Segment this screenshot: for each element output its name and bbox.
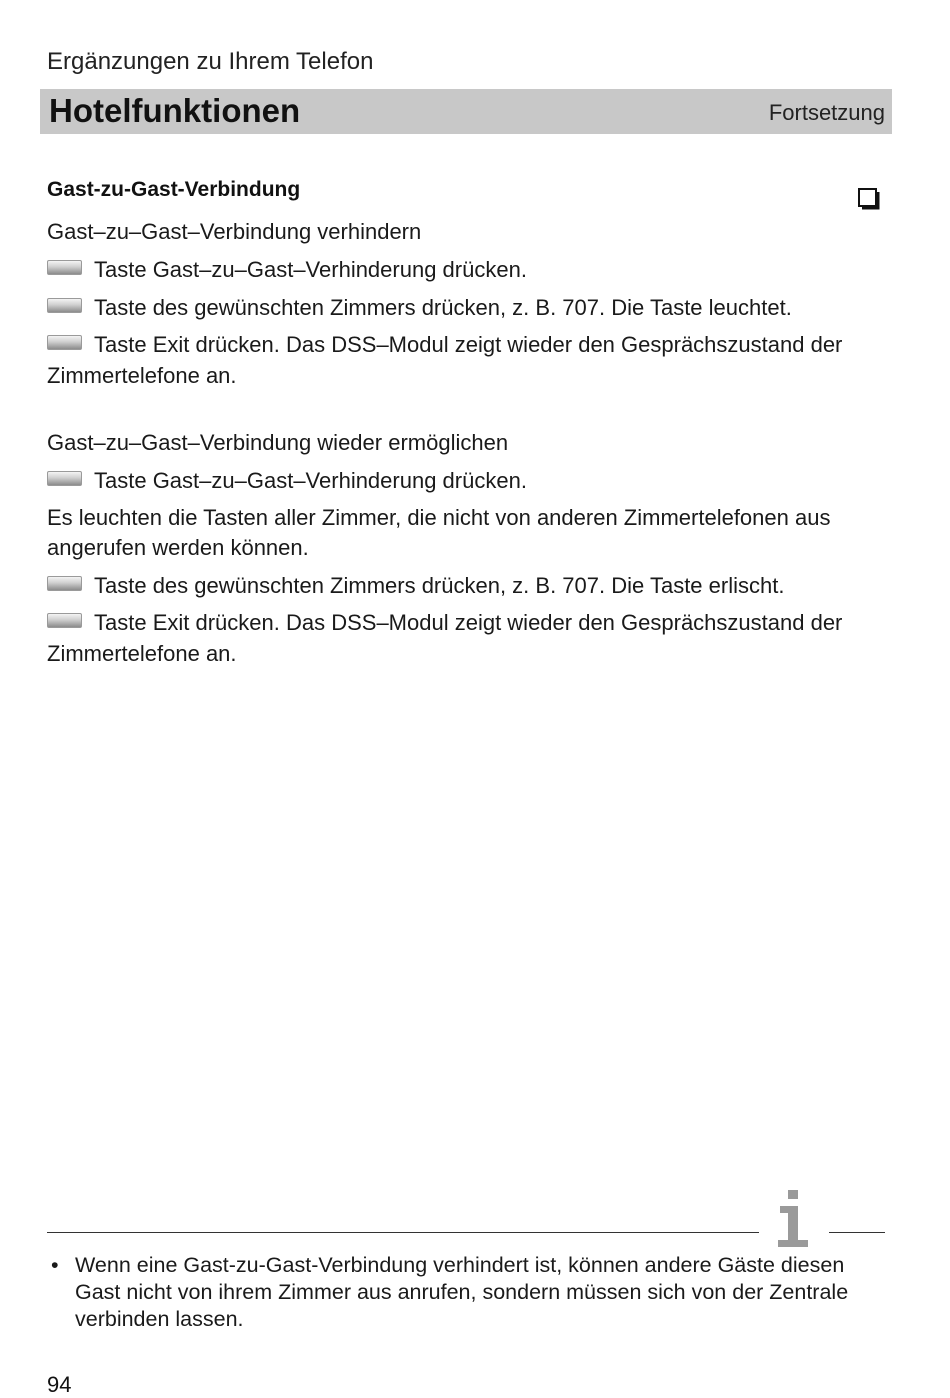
allow-step-3-cont: Zimmertelefone an. (47, 641, 237, 666)
key-icon (47, 471, 82, 486)
prevent-step-1 (47, 254, 887, 285)
allow-heading: Gast–zu–Gast–Verbindung wieder ermöglichen (47, 430, 509, 455)
prevent-step-2 (47, 292, 887, 323)
step-text: Taste Exit drücken. Das DSS–Modul zeigt wieder den Gesprächszustand der (94, 610, 843, 635)
key-icon (47, 298, 82, 313)
page-title: Hotelfunktionen (49, 92, 301, 129)
info-note-text: Wenn eine Gast-zu-Gast-Verbindung verhindert ist, können andere Gäste diesen Gast nicht von ihrem Zimmer aus anrufen, sondern müssen sich von der Zentrale verbinden lassen. (75, 1253, 849, 1331)
key-icon (47, 260, 82, 275)
prevent-step-3 (47, 329, 887, 360)
allow-info-line-1: Es leuchten die Tasten aller Zimmer, die nicht von anderen Zimmertelefonen aus (47, 505, 831, 530)
allow-step-3 (47, 607, 887, 638)
key-icon (47, 576, 82, 591)
continued-label: Fortsetzung (768, 100, 885, 125)
key-icon (47, 335, 82, 350)
step-text: Taste Gast–zu–Gast–Verhinderung drücken. (94, 257, 527, 282)
bullet: • (51, 1253, 59, 1277)
checkbox-icon (858, 188, 880, 210)
allow-step-2 (47, 570, 887, 601)
page-kicker: Ergänzungen zu Ihrem Telefon (47, 48, 374, 75)
allow-step-1 (47, 465, 887, 496)
page-number: 94 (47, 1372, 72, 1397)
key-icon (47, 613, 82, 628)
info-icon (772, 1186, 816, 1248)
allow-info-line-2: angerufen werden können. (47, 535, 309, 560)
info-rule-right (829, 1232, 885, 1233)
step-text: Taste Gast–zu–Gast–Verhinderung drücken. (94, 468, 527, 493)
step-text: Taste des gewünschten Zimmers drücken, z. B. 707. Die Taste leuchtet. (94, 295, 792, 320)
info-note (47, 1252, 892, 1333)
prevent-step-3-cont: Zimmertelefone an. (47, 363, 237, 388)
step-text: Taste des gewünschten Zimmers drücken, z. B. 707. Die Taste erlischt. (94, 573, 785, 598)
step-text: Taste Exit drücken. Das DSS–Modul zeigt wieder den Gesprächszustand der (94, 332, 843, 357)
section-title: Gast-zu-Gast-Verbindung (47, 178, 301, 201)
prevent-heading: Gast–zu–Gast–Verbindung verhindern (47, 219, 422, 244)
info-rule-left (47, 1232, 759, 1233)
title-bar (40, 89, 892, 134)
